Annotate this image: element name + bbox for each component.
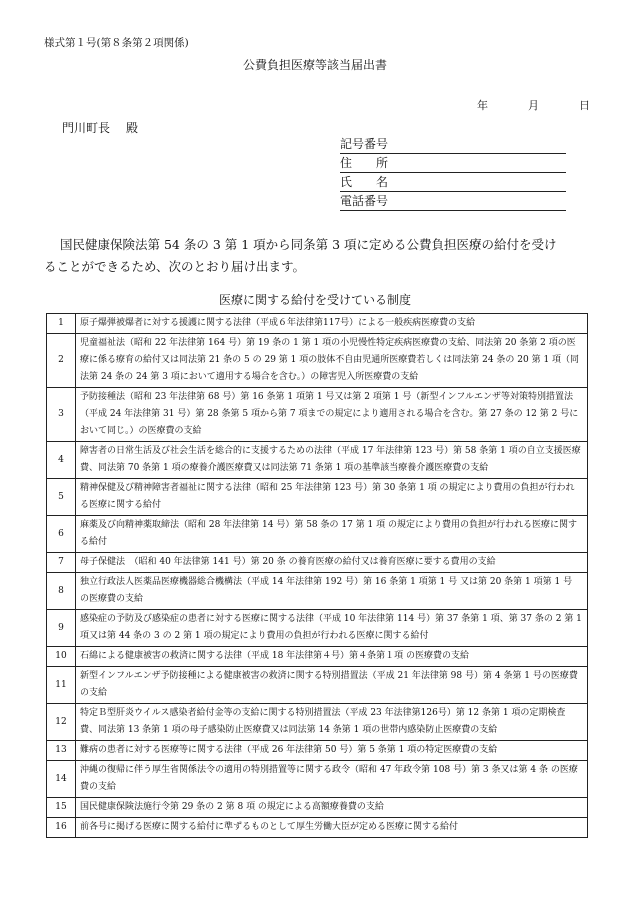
row-number: 2 — [47, 334, 76, 388]
row-description: 麻薬及び向精神薬取締法（昭和 28 年法律第 14 号）第 58 条の 17 第 1 項 の規定により費用の負担が行われる医療に関する給付 — [76, 516, 588, 553]
row-description: 児童福祉法（昭和 22 年法律第 164 号）第 19 条の 1 第 1 項の小児慢性特定疾病医療費の支給、同法第 20 条第 2 項の医療に係る療育の給付又は同法第 21 条の 5 の 29 第 1 項の肢体不自由児通所医療費若しくは同法第 24 条の 20 第 1 項（同法第 24 条の 24 第 3 項において適用する場合を含む。）の障害児入所医療費の支給 — [76, 334, 588, 388]
row-description: 新型インフルエンザ予防接種による健康被害の救済に関する特別措置法（平成 21 年法律第 98 号）第 4 条第 1 号の医療費の支給 — [76, 667, 588, 704]
addressee-honorific: 殿 — [126, 121, 139, 135]
row-number: 13 — [47, 741, 76, 761]
row-number: 1 — [47, 314, 76, 334]
table-title: 医療に関する給付を受けている制度 — [218, 293, 411, 307]
row-description: 特定Ｂ型肝炎ウイルス感染者給付金等の支給に関する特別措置法（平成 23 年法律第126号）第 12 条第 1 項の定期検査費、同法第 13 条第 1 項の母子感染防止医療費又は同法第 14 条第 1 項の世帯内感染防止医療費の支給 — [76, 704, 588, 741]
system-table — [46, 313, 588, 838]
row-description: 難病の患者に対する医療等に関する法律（平成 26 年法律第 50 号）第 5 条第 1 項の特定医療費の支給 — [76, 741, 588, 761]
addressee-name: 門川町長 — [62, 121, 111, 135]
row-description: 石綿による健康被害の救済に関する法律（平成 18 年法律第４号）第４条第１項 の医療費の支給 — [76, 647, 588, 667]
row-number: 3 — [47, 388, 76, 442]
row-number: 7 — [47, 553, 76, 573]
row-description: 感染症の予防及び感染症の患者に対する医療に関する法律（平成 10 年法律第 114 号）第 37 条第 1 項、第 37 条の 2 第 1 項又は第 44 条の 3 の 2 第 1 項の規定により費用の負担が行われる医療に関する給付 — [76, 610, 588, 647]
field-label: 住 所 — [340, 156, 389, 170]
table-row — [47, 761, 588, 798]
table-row — [47, 741, 588, 761]
registration-number-field[interactable] — [340, 135, 566, 154]
date-year-label: 年 — [477, 99, 488, 112]
row-description: 母子保健法 （昭和 40 年法律第 141 号）第 20 条 の養育医療の給付又は養育医療に要する費用の支給 — [76, 553, 588, 573]
field-label: 記号番号 — [340, 137, 389, 151]
row-description: 原子爆弾被爆者に対する援護に関する法律（平成６年法律第117号）による一般疾病医療費の支給 — [76, 314, 588, 334]
table-row — [47, 610, 588, 647]
row-number: 12 — [47, 704, 76, 741]
row-description: 精神保健及び精神障害者福祉に関する法律（昭和 25 年法律第 123 号）第 30 条第 1 項 の規定により費用の負担が行われる医療に関する給付 — [76, 479, 588, 516]
document-title: 公費負担医療等該当届出書 — [242, 58, 387, 72]
table-row — [47, 516, 588, 553]
row-number: 15 — [47, 798, 76, 818]
body-paragraph — [44, 234, 590, 278]
row-description: 国民健康保険法施行令第 29 条の 2 第 8 項 の規定による高額療養費の支給 — [76, 798, 588, 818]
row-number: 4 — [47, 442, 76, 479]
name-field[interactable] — [340, 173, 566, 192]
row-number: 5 — [47, 479, 76, 516]
table-row — [47, 314, 588, 334]
table-row — [47, 334, 588, 388]
row-number: 16 — [47, 818, 76, 838]
applicant-fields — [340, 135, 566, 211]
date-day-label: 日 — [579, 99, 590, 112]
table-row — [47, 798, 588, 818]
row-number: 9 — [47, 610, 76, 647]
table-row — [47, 388, 588, 442]
body-line-1: 国民健康保険法第 54 条の 3 第 1 項から同条第 3 項に定める公費負担医療の給付を受け — [60, 237, 557, 252]
row-description: 独立行政法人医薬品医療機器総合機構法（平成 14 年法律第 192 号）第 16 条第 1 項第 1 号 又は第 20 条第 1 項第 1 号 の医療費の支給 — [76, 573, 588, 610]
body-line-2: ることができるため、次のとおり届け出ます。 — [44, 259, 306, 274]
row-number: 6 — [47, 516, 76, 553]
addressee — [62, 119, 138, 136]
date-month-label: 月 — [528, 99, 539, 112]
table-row — [47, 647, 588, 667]
row-description: 障害者の日常生活及び社会生活を総合的に支援するための法律（平成 17 年法律第 123 号）第 58 条第 1 項の自立支援医療費、同法第 70 条第 1 項の療養介護医療費又は同法第 71 条第 1 項の基準該当療養介護医療費の支給 — [76, 442, 588, 479]
phone-field[interactable] — [340, 192, 566, 211]
form-number: 様式第１号(第８条第２項関係) — [44, 37, 189, 49]
row-description: 予防接種法（昭和 23 年法律第 68 号）第 16 条第 1 項第 1 号又は第 2 項第 1 号（新型インフルエンザ等対策特別措置法（平成 24 年法律第 31 号）第 28 条第 5 項から第 7 項までの規定により適用される場合を含む。第 27 条の 12 第 2 号において同じ。）の医療費の支給 — [76, 388, 588, 442]
row-number: 11 — [47, 667, 76, 704]
field-label: 電話番号 — [340, 194, 389, 208]
field-label: 氏 名 — [340, 175, 389, 189]
row-number: 8 — [47, 573, 76, 610]
table-row — [47, 818, 588, 838]
table-row — [47, 667, 588, 704]
table-row — [47, 704, 588, 741]
row-number: 14 — [47, 761, 76, 798]
row-number: 10 — [47, 647, 76, 667]
date-line — [477, 97, 590, 113]
row-description: 前各号に掲げる医療に関する給付に準ずるものとして厚生労働大臣が定める医療に関する給付 — [76, 818, 588, 838]
row-description: 沖縄の復帰に伴う厚生省関係法令の適用の特別措置等に関する政令（昭和 47 年政令第 108 号）第 3 条又は第 4 条 の医療費の支給 — [76, 761, 588, 798]
table-row — [47, 553, 588, 573]
address-field[interactable] — [340, 154, 566, 173]
table-row — [47, 479, 588, 516]
table-row — [47, 573, 588, 610]
table-row — [47, 442, 588, 479]
